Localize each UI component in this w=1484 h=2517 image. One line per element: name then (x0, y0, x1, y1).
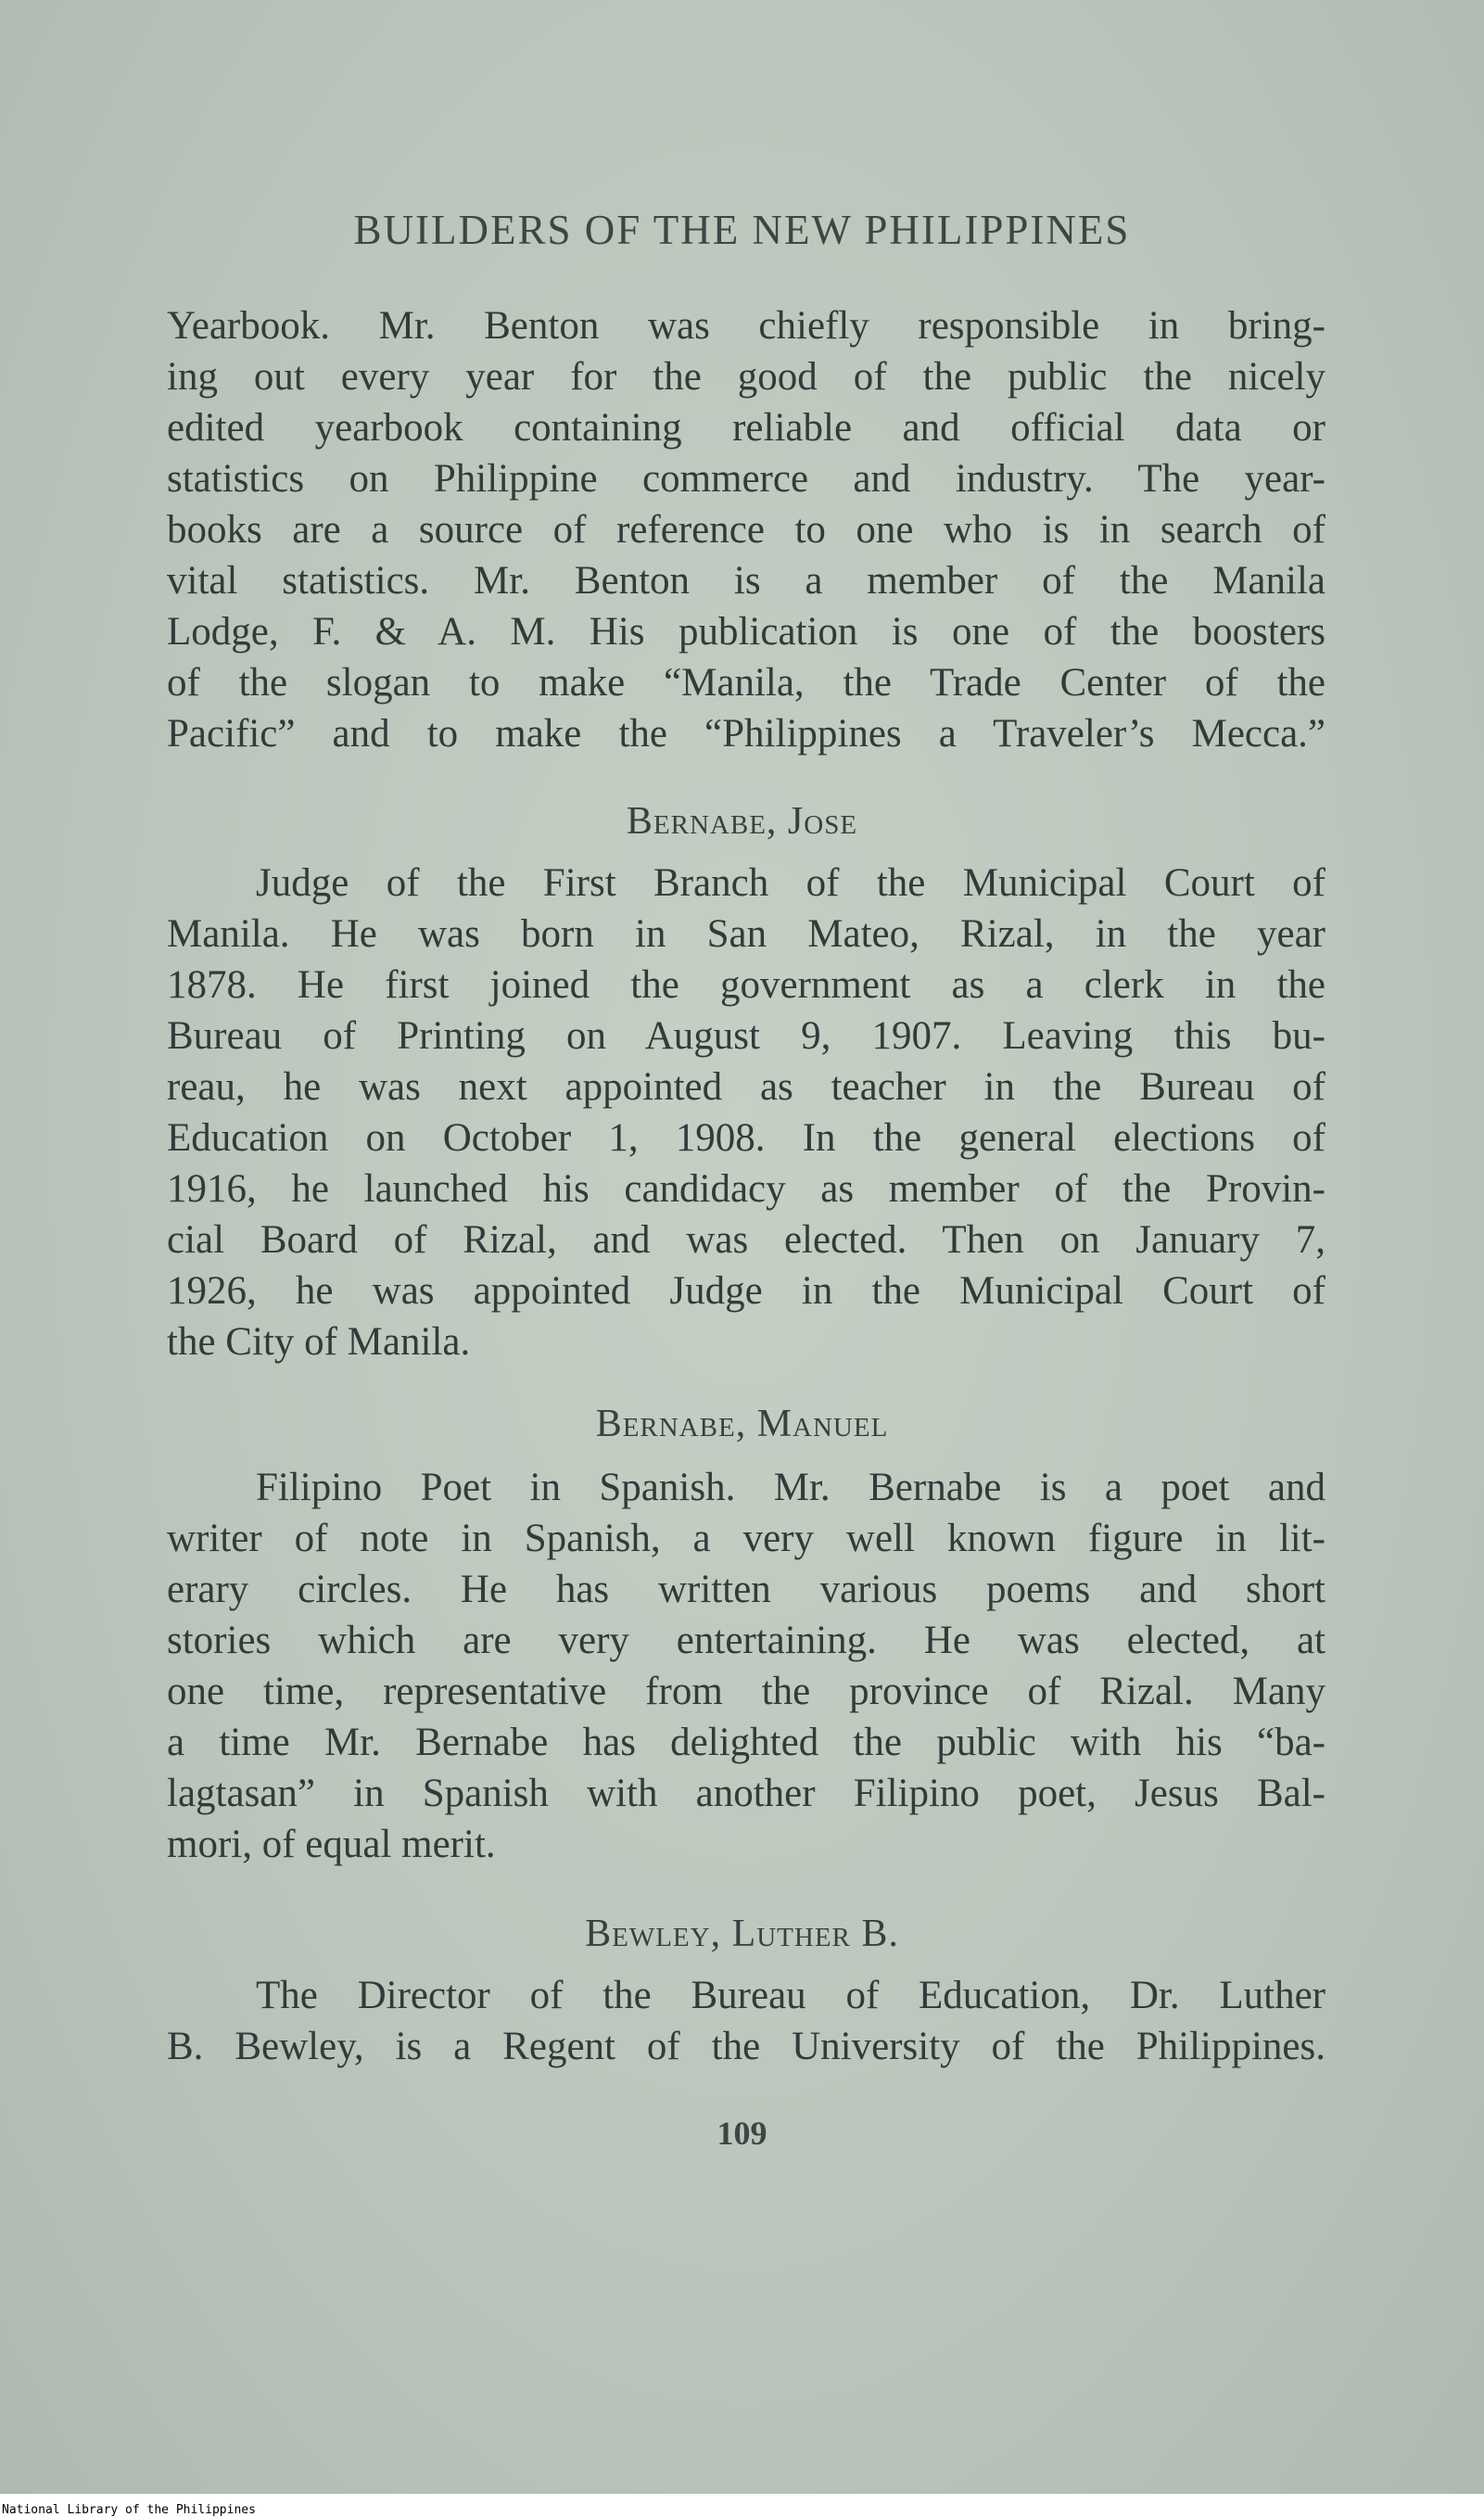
text-line: Pacific” and to make the “Philippines a Traveler’s Mecca.” (167, 712, 1325, 756)
text-line: the City of Manila. (167, 1320, 471, 1364)
text-line: erary circles. He has written various poems and short (167, 1568, 1325, 1611)
text-line: Yearbook. Mr. Benton was chiefly responsible in bring- (167, 304, 1325, 348)
text-line: ing out every year for the good of the public the nicely (167, 355, 1325, 399)
text-line: books are a source of reference to one who is in search of (167, 508, 1325, 552)
text-line: vital statistics. Mr. Benton is a member of the Manila (167, 559, 1325, 603)
text-line: stories which are very entertaining. He was elected, at (167, 1619, 1325, 1662)
text-line: Bureau of Printing on August 9, 1907. Leaving this bu- (167, 1014, 1325, 1058)
text-line: mori, of equal merit. (167, 1823, 496, 1866)
text-line: of the slogan to make “Manila, the Trade Center of the (167, 661, 1325, 705)
text-line: writer of note in Spanish, a very well known figure in lit- (167, 1517, 1325, 1560)
text-line: The Director of the Bureau of Education, Dr. Luther (256, 1974, 1325, 2017)
text-line: Filipino Poet in Spanish. Mr. Bernabe is a poet and (256, 1466, 1325, 1509)
text-line: 1878. He first joined the government as a clerk in the (167, 963, 1325, 1007)
text-line: Judge of the First Branch of the Municipal Court of (256, 861, 1325, 905)
text-line: cial Board of Rizal, and was elected. Then on January 7, (167, 1218, 1325, 1262)
text-line: B. Bewley, is a Regent of the University of the Philippines. (167, 2025, 1325, 2068)
entry-heading: Bewley, Luther B. (585, 1913, 899, 1955)
text-line: Manila. He was born in San Mateo, Rizal, in the year (167, 912, 1325, 956)
page-number: 109 (717, 2115, 767, 2152)
text-line: Lodge, F. & A. M. His publication is one of the boosters (167, 610, 1325, 654)
text-line: statistics on Philippine commerce and industry. The year- (167, 457, 1325, 501)
text-line: one time, representative from the province of Rizal. Many (167, 1670, 1325, 1713)
text-line: lagtasan” in Spanish with another Filipino poet, Jesus Bal- (167, 1772, 1325, 1815)
text-line: 1916, he launched his candidacy as member of the Provin- (167, 1167, 1325, 1211)
library-credit: National Library of the Philippines (2, 2503, 256, 2517)
text-line: reau, he was next appointed as teacher in the Bureau of (167, 1065, 1325, 1109)
text-line: Education on October 1, 1908. In the general elections of (167, 1116, 1325, 1160)
text-line: a time Mr. Bernabe has delighted the public with his “ba- (167, 1721, 1325, 1764)
text-line: 1926, he was appointed Judge in the Municipal Court of (167, 1269, 1325, 1313)
entry-heading: Bernabe, Jose (626, 800, 858, 843)
entry-heading: Bernabe, Manuel (595, 1403, 889, 1445)
text-line: edited yearbook containing reliable and official data or (167, 406, 1325, 450)
running-head: BUILDERS OF THE NEW PHILIPPINES (353, 207, 1131, 253)
